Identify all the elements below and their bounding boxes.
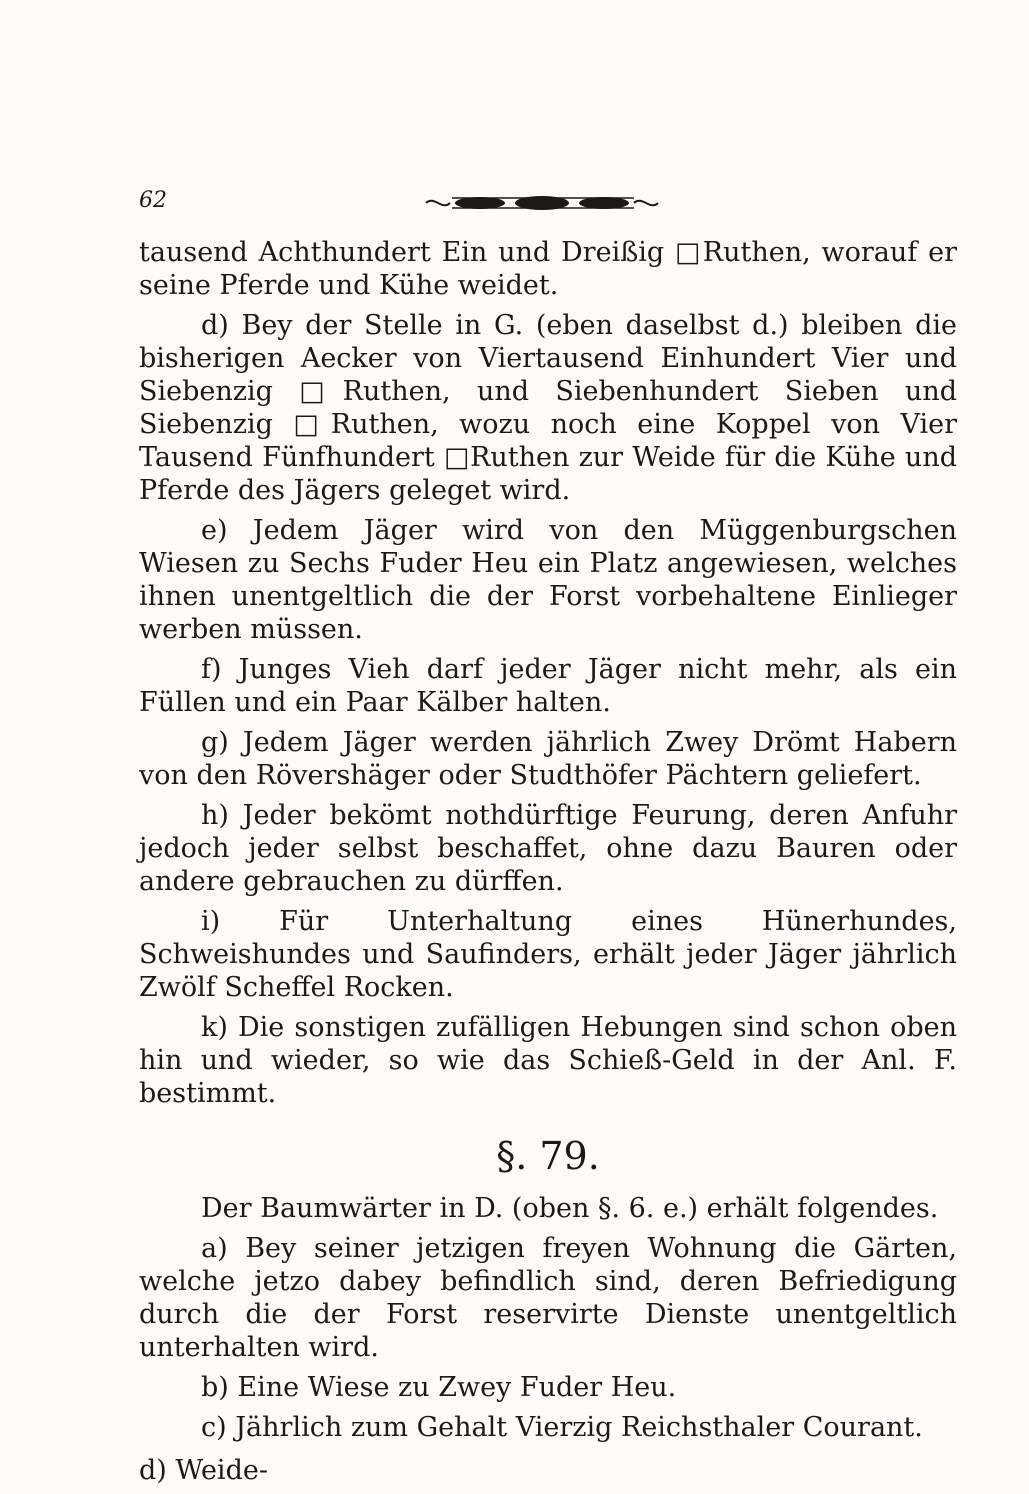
paragraph-continuation: tausend Achthundert Ein und Dreißig □Ruthen, worauf er seine Pferde und Kühe weidet. [139, 237, 957, 301]
section-heading: §. 79. [496, 1134, 600, 1178]
page-header [139, 184, 957, 224]
paragraph-item-e: e) Jedem Jäger wird von den Müggenburgschen Wiesen zu Sechs Fuder Heu ein Platz angewiesen, welches ihnen unentgeltlich die der Forst vorbehaltene Einlieger werben müssen. [139, 515, 957, 645]
paragraph-item-i: i) Für Unterhaltung eines Hünerhundes, Schweishundes und Saufinders, erhält jeder Jäger jährlich Zwölf Scheffel Rocken. [139, 906, 957, 1003]
paragraph-item-k: k) Die sonstigen zufälligen Hebungen sind schon oben hin und wieder, so wie das Schieß-Geld in der Anl. F. bestimmt. [139, 1012, 957, 1109]
decorative-ornament-icon [422, 188, 662, 218]
paragraph-item-f: f) Junges Vieh darf jeder Jäger nicht mehr, als ein Füllen und ein Paar Kälber halten. [139, 654, 957, 718]
paragraph-item-d: d) Bey der Stelle in G. (eben daselbst d.) bleiben die bisherigen Aecker von Viertausend Einhundert Vier und Siebenzig □Ruthen, und Siebenhundert Sieben und Siebenzig □Ruthen, wozu noch eine Koppel von Vier Tausend Fünfhundert □Ruthen zur Weide für die Kühe und Pferde des Jägers geleget wird. [139, 310, 957, 506]
section-item-b: b) Eine Wiese zu Zwey Fuder Heu. [201, 1372, 677, 1403]
section-item-a: a) Bey seiner jetzigen freyen Wohnung die Gärten, welche jetzo dabey befindlich sind, deren Befriedigung durch die der Forst reservirte Dienste unentgeltlich unterhalten wird. [139, 1233, 957, 1363]
paragraph-item-g: g) Jedem Jäger werden jährlich Zwey Drömt Habern von den Rövershäger oder Studthöfer Pächtern geliefert. [139, 727, 957, 791]
catchword: d) Weide- [139, 1455, 268, 1486]
page-body [139, 236, 957, 1494]
paragraph-item-h: h) Jeder bekömt nothdürftige Feurung, deren Anfuhr jedoch jeder selbst beschaffet, ohne dazu Bauren oder andere gebrauchen zu dürffen. [139, 800, 957, 897]
page-number: 62 [139, 188, 167, 213]
section-intro: Der Baumwärter in D. (oben §. 6. e.) erhält folgendes. [201, 1193, 939, 1224]
section-item-c: c) Jährlich zum Gehalt Vierzig Reichsthaler Courant. [201, 1412, 923, 1443]
